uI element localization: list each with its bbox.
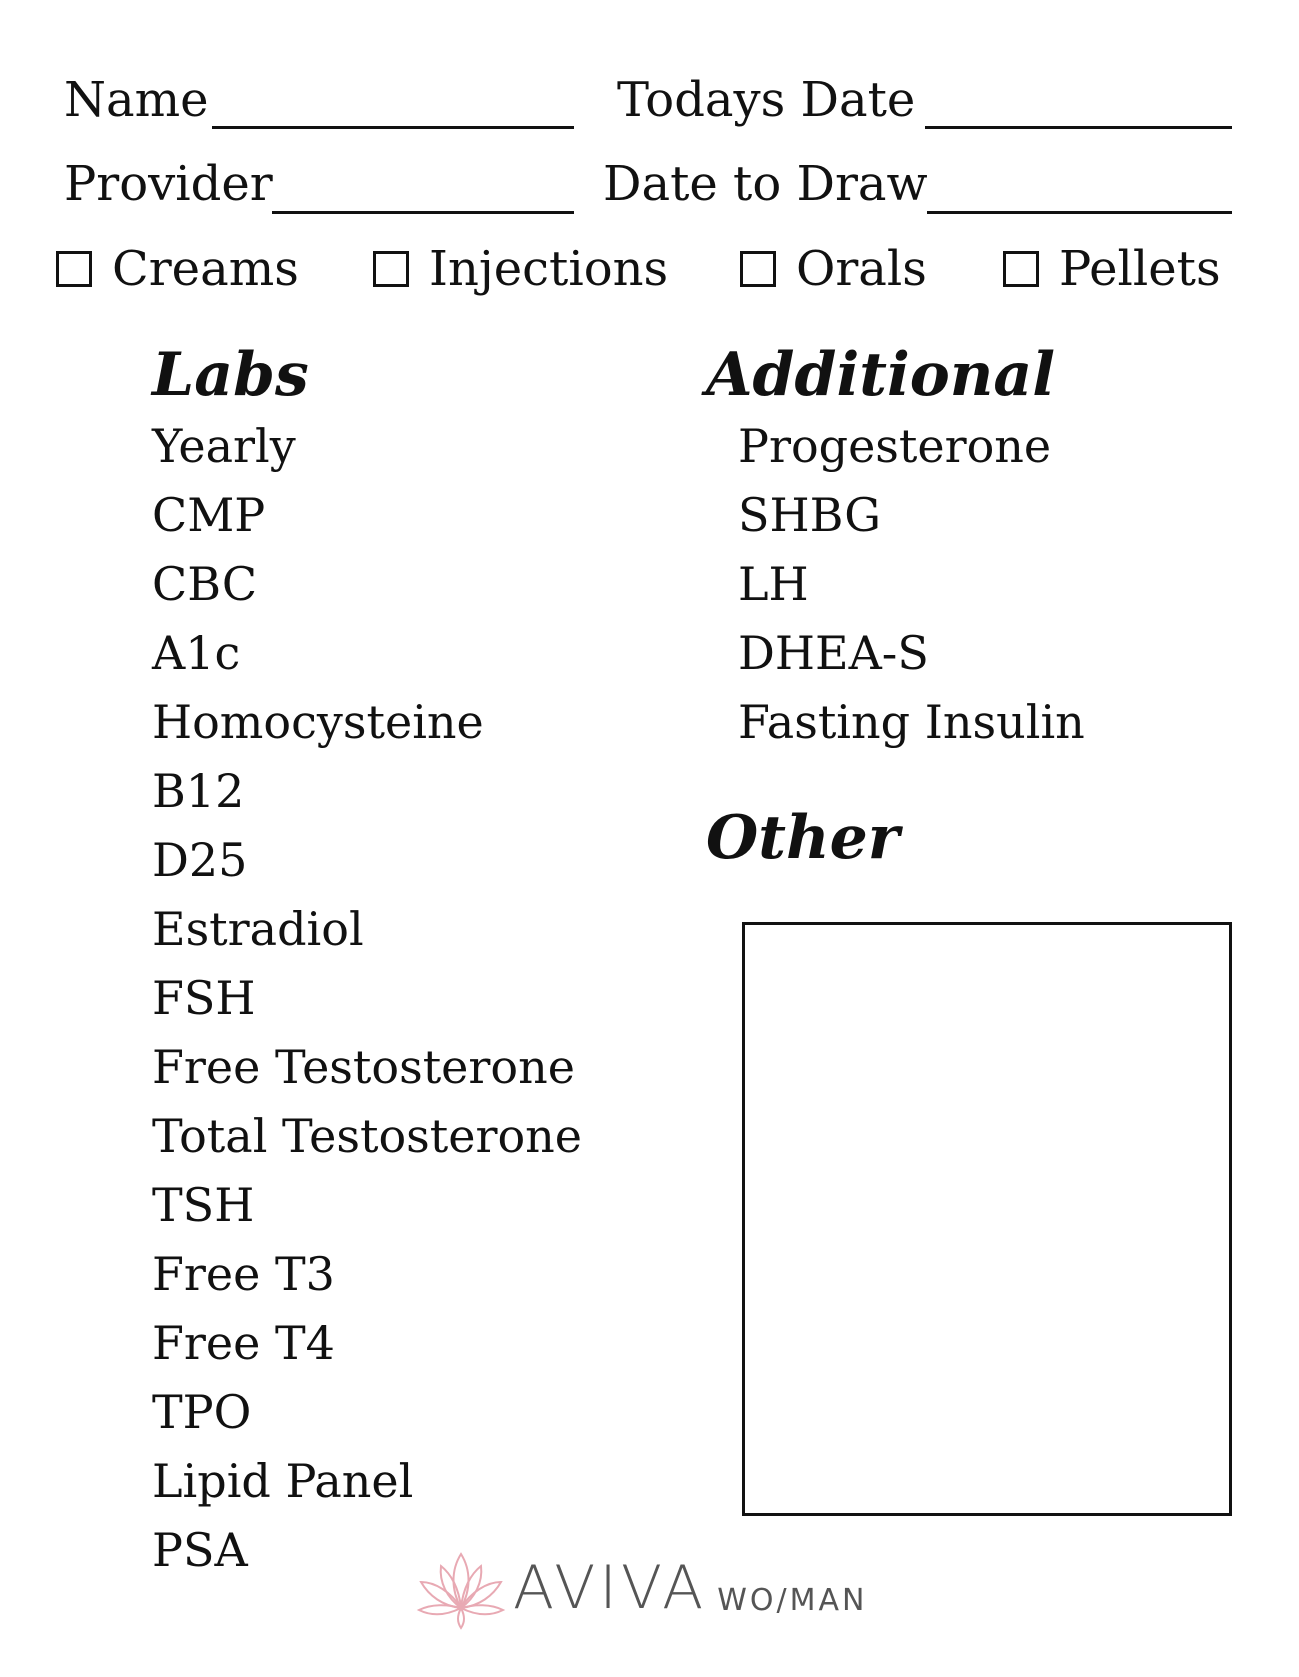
lab-item: Free Testosterone [152, 1040, 575, 1094]
date-to-draw-label: Date to Draw [603, 156, 928, 212]
lab-item: A1c [152, 626, 241, 680]
lab-item: CBC [152, 557, 258, 611]
lab-item: D25 [152, 833, 248, 887]
pellets-label: Pellets [1059, 241, 1221, 297]
additional-list [738, 412, 1085, 757]
orals-label: Orals [796, 241, 927, 297]
injections-label: Injections [429, 241, 669, 297]
name-field[interactable] [212, 126, 574, 129]
orals-checkbox[interactable] [740, 251, 776, 287]
creams-checkbox[interactable] [56, 251, 92, 287]
aviva-logo [415, 1540, 867, 1630]
lab-item: Estradiol [152, 902, 364, 956]
lab-item: Free T3 [152, 1247, 335, 1301]
labs-list [152, 412, 582, 1585]
lab-item: Free T4 [152, 1316, 335, 1370]
injections-checkbox[interactable] [373, 251, 409, 287]
lab-item: Total Testosterone [152, 1109, 583, 1163]
labs-heading: Labs [152, 340, 309, 410]
lab-item: PSA [152, 1523, 248, 1577]
lab-item: TPO [152, 1385, 252, 1439]
other-notes-box[interactable] [742, 922, 1232, 1516]
name-label: Name [64, 72, 209, 128]
brand-suffix: WO/MAN [717, 1583, 868, 1618]
additional-item: Progesterone [738, 419, 1052, 473]
option-pellets[interactable] [1003, 241, 1221, 297]
todays-date-label: Todays Date [617, 72, 916, 128]
option-orals[interactable] [740, 241, 927, 297]
option-creams[interactable] [56, 241, 299, 297]
lab-item: Yearly [152, 419, 296, 473]
other-heading: Other [706, 803, 900, 873]
lab-item: Homocysteine [152, 695, 484, 749]
lotus-icon [415, 1546, 507, 1630]
lab-item: Lipid Panel [152, 1454, 414, 1508]
todays-date-field[interactable] [925, 126, 1232, 129]
lab-item: TSH [152, 1178, 255, 1232]
brand-name: AVIVA [513, 1553, 708, 1623]
lab-item: B12 [152, 764, 245, 818]
lab-item: CMP [152, 488, 266, 542]
additional-item: SHBG [738, 488, 882, 542]
creams-label: Creams [112, 241, 299, 297]
additional-item: DHEA-S [738, 626, 929, 680]
option-injections[interactable] [373, 241, 669, 297]
provider-label: Provider [64, 156, 273, 212]
lab-item: FSH [152, 971, 256, 1025]
provider-field[interactable] [272, 211, 574, 214]
additional-item: LH [738, 557, 809, 611]
date-to-draw-field[interactable] [927, 211, 1232, 214]
pellets-checkbox[interactable] [1003, 251, 1039, 287]
additional-heading: Additional [706, 340, 1056, 410]
additional-item: Fasting Insulin [738, 695, 1085, 749]
